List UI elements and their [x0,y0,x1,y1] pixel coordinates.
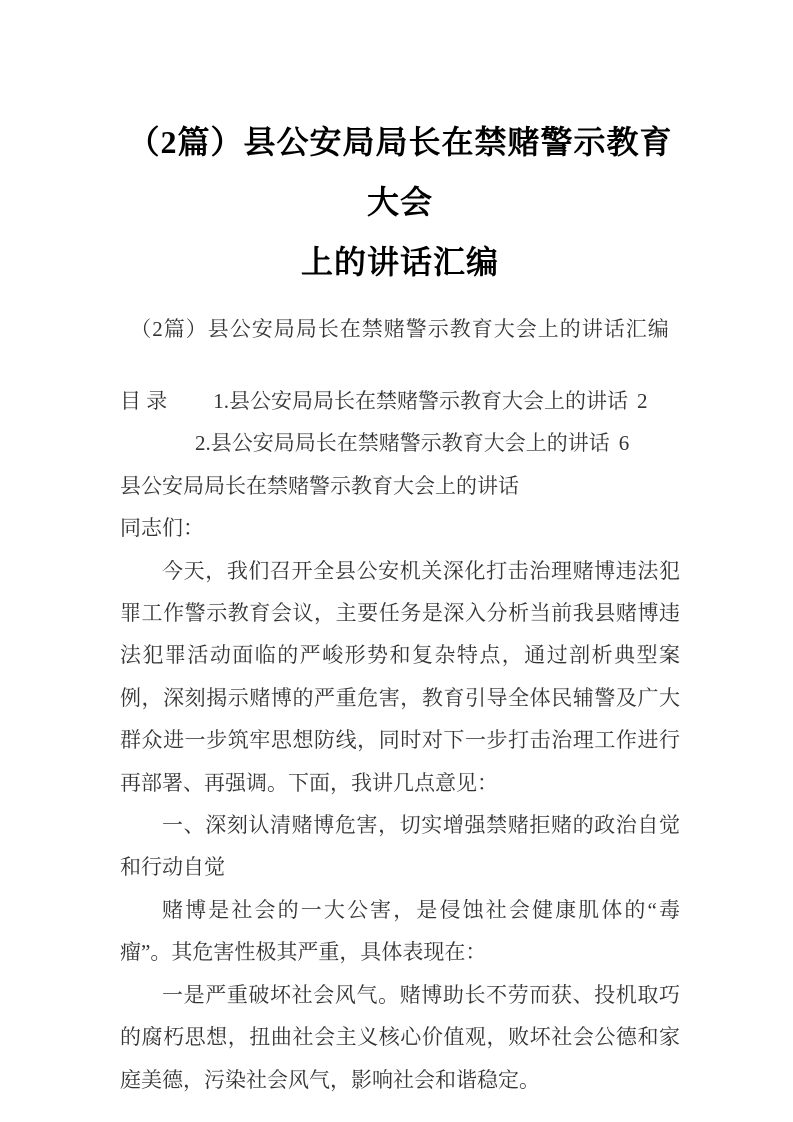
toc-line-1 [120,380,680,422]
document-title-line-2: 上的讲话汇编 [300,244,499,280]
section-1-heading: 一、深刻认清赌博危害，切实增强禁赌拒赌的政治自觉和行动自觉 [120,813,680,880]
toc-item-1: 1.县公安局局长在禁赌警示教育大会上的讲话 [213,389,628,413]
intro-paragraph: 今天，我们召开全县公安机关深化打击治理赌博违法犯罪工作警示教育会议，主要任务是深入分析当前我县赌博违法犯罪活动面临的严峻形势和复杂特点，通过剖析典型案例，深刻揭示赌博的严重危害，教育引导全体民辅警及广大群众进一步筑牢思想防线，同时对下一步打击治理工作进行再部署、再强调。下面，我讲几点意见： [120,558,680,795]
toc-item-2: 2.县公安局局长在禁赌警示教育大会上的讲话 [195,431,610,456]
document-subtitle: （2篇）县公安局局长在禁赌警示教育大会上的讲话汇编 [130,317,670,341]
harm-point-1-paragraph: 一是严重破坏社会风气。赌博助长不劳而获、投机取巧的腐朽思想，扭曲社会主义核心价值观，败坏社会公德和家庭美德，污染社会风气，影响社会和谐稳定。 [120,982,680,1092]
salutation: 同志们： [120,516,204,541]
toc-item-2-page-number: 6 [618,431,630,456]
speech-title: 县公安局局长在禁赌警示教育大会上的讲话 [120,473,519,498]
toc-line-2 [120,422,680,464]
toc-item-1-page-number: 2 [637,389,648,413]
toc-label: 目 录 [120,389,168,413]
document-title-line-1: （2篇）县公安局局长在禁赌警示教育大会 [127,124,673,220]
document-title [120,112,680,292]
harm-intro-paragraph: 赌博是社会的一大公害，是侵蚀社会健康肌体的“毒瘤”。其危害性极其严重，具体表现在： [120,897,680,965]
